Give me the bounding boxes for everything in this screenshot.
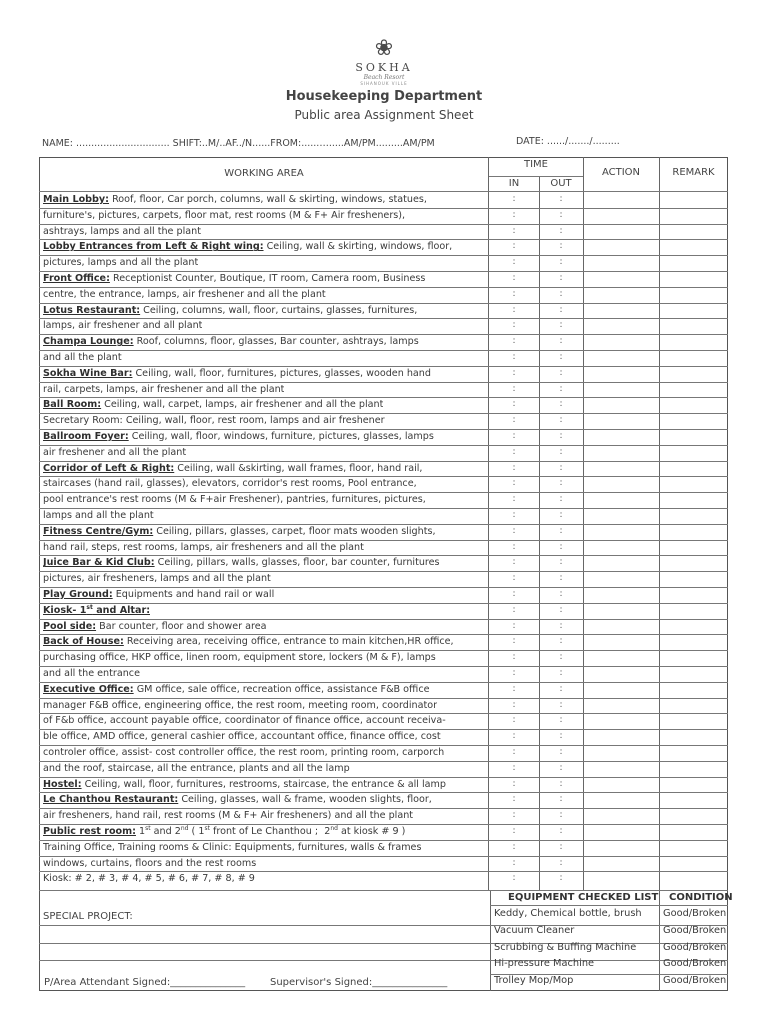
time-in-cell[interactable]: :: [512, 288, 516, 299]
time-in-cell[interactable]: :: [512, 778, 516, 789]
area-title: Ball Room:: [43, 399, 102, 411]
time-out-cell[interactable]: :: [559, 841, 563, 852]
name-shift-field[interactable]: NAME: ............................... SHIFT:..M/..AF../N......FROM:......….....AM/PM.........AM/PM: [42, 138, 435, 149]
time-out-cell[interactable]: :: [559, 241, 563, 252]
time-in-cell[interactable]: :: [512, 352, 516, 362]
table-row: [43, 540, 364, 556]
time-in-cell[interactable]: :: [512, 367, 516, 378]
time-out-cell[interactable]: :: [559, 336, 563, 347]
time-in-cell[interactable]: :: [512, 304, 516, 315]
time-in-cell[interactable]: :: [512, 873, 516, 884]
time-in-cell[interactable]: :: [512, 715, 516, 726]
area-title: Back of House:: [43, 636, 124, 648]
time-out-cell[interactable]: :: [559, 320, 563, 331]
area-title: Pool side:: [43, 620, 97, 632]
area-title: Executive Office:: [43, 683, 134, 695]
area-title: Champa Lounge:: [43, 336, 134, 348]
time-out-cell[interactable]: :: [559, 715, 563, 726]
area-tasks: air freshener and all the plant: [43, 446, 187, 458]
time-in-cell[interactable]: :: [512, 620, 516, 631]
time-in-cell[interactable]: :: [512, 857, 516, 868]
table-row: [43, 350, 122, 366]
time-in-cell[interactable]: :: [512, 399, 516, 410]
table-row: [43, 587, 274, 603]
attendant-signature[interactable]: P/Area Attendant Signed:_______________: [44, 977, 246, 988]
time-in-cell[interactable]: :: [512, 841, 516, 852]
time-out-cell[interactable]: :: [559, 399, 563, 410]
area-title: Lotus Restaurant:: [43, 304, 141, 316]
time-out-cell[interactable]: :: [559, 462, 563, 473]
time-in-cell[interactable]: :: [512, 209, 516, 220]
area-tasks: Secretary Room: Ceiling, wall, floor, rest room, lamps and air freshener: [43, 415, 385, 427]
time-in-cell[interactable]: :: [512, 636, 516, 647]
time-in-cell[interactable]: :: [512, 478, 516, 489]
action-header: ACTION: [601, 167, 641, 178]
sokha-logo: [0, 38, 768, 86]
time-out-cell[interactable]: :: [559, 257, 563, 268]
table-row: [43, 840, 421, 856]
row-divider: [39, 960, 728, 961]
row-divider: [39, 925, 728, 926]
table-row: [43, 303, 417, 319]
table-row: [43, 634, 454, 650]
time-out-cell[interactable]: :: [559, 304, 563, 315]
table-row: [43, 571, 271, 587]
condition-value[interactable]: Good/Broken: [663, 958, 727, 970]
table-row: [43, 255, 198, 271]
area-title: Kiosk- 1st and Altar:: [43, 603, 151, 616]
time-out-cell[interactable]: :: [559, 683, 563, 694]
time-out-header: OUT: [550, 178, 572, 189]
table-row: [43, 239, 452, 255]
time-out-cell[interactable]: :: [559, 668, 563, 678]
area-tasks: lamps, air freshener and all plant: [43, 320, 203, 332]
time-in-cell[interactable]: :: [512, 683, 516, 694]
time-out-cell[interactable]: :: [559, 778, 563, 789]
lotus-flower-icon: ❀: [374, 36, 394, 61]
area-tasks: purchasing office, HKP office, linen room, equipment store, lockers (M & F), lamps: [43, 652, 436, 664]
time-out-cell[interactable]: :: [559, 589, 563, 599]
date-field[interactable]: DATE: ....../......./.........: [516, 136, 620, 147]
time-in-cell[interactable]: :: [512, 589, 516, 599]
table-row: [43, 745, 444, 761]
area-tasks: Ceiling, wall, floor, windows, furniture, pictures, glasses, lamps: [128, 431, 434, 442]
area-tasks: pool entrance's rest rooms (M & F+air Freshener), pantries, furnitures, pictures,: [43, 494, 426, 506]
table-row: [43, 208, 405, 224]
time-in-cell[interactable]: :: [512, 762, 516, 773]
area-tasks: Training Office, Training rooms & Clinic: Equipments, furnitures, walls & frames: [43, 841, 422, 853]
time-out-cell[interactable]: :: [559, 415, 563, 426]
table-row: [43, 397, 383, 413]
time-out-cell[interactable]: :: [559, 510, 563, 520]
time-in-cell[interactable]: :: [512, 699, 516, 710]
area-tasks: Receiving area, receiving office, entrance to main kitchen,HR office,: [123, 636, 454, 648]
time-in-cell[interactable]: :: [512, 431, 516, 441]
area-title: Fitness Centre/Gym:: [43, 525, 154, 537]
time-out-cell[interactable]: :: [559, 525, 563, 536]
time-out-cell[interactable]: :: [559, 747, 563, 757]
area-tasks: GM office, sale office, recreation office, assistance F&B office: [133, 683, 430, 695]
table-row: [43, 524, 436, 540]
area-title: Lobby Entrances from Left & Right wing:: [43, 241, 264, 253]
area-tasks: Ceiling, wall &skirting, wall frames, floor, hand rail,: [174, 462, 423, 474]
area-tasks: Ceiling, wall, carpet, lamps, air freshener and all the plant: [101, 399, 384, 411]
equipment-item: Keddy, Chemical bottle, brush: [494, 908, 642, 919]
equipment-item: Hi-pressure Machine: [494, 958, 595, 970]
time-out-cell[interactable]: :: [559, 699, 563, 710]
condition-value[interactable]: Good/Broken: [663, 975, 727, 987]
time-out-cell[interactable]: :: [559, 573, 563, 584]
time-in-cell[interactable]: :: [512, 241, 516, 252]
area-tasks: and all the entrance: [43, 668, 140, 679]
area-tasks: pictures, air fresheners, lamps and all the plant: [43, 573, 271, 585]
table-row: [43, 729, 441, 745]
time-out-cell[interactable]: :: [559, 810, 563, 821]
time-in-header: IN: [508, 178, 520, 189]
row-divider: [39, 890, 728, 891]
time-in-cell[interactable]: :: [512, 320, 516, 331]
table-row: [43, 445, 186, 461]
time-in-cell[interactable]: :: [512, 273, 516, 283]
time-header: TIME: [523, 159, 548, 170]
special-project-label: SPECIAL PROJECT:: [43, 911, 133, 922]
table-row: [43, 413, 385, 429]
area-title: Main Lobby:: [43, 194, 110, 205]
table-row: [43, 318, 202, 334]
equipment-item: Vacuum Cleaner: [494, 924, 575, 936]
logo-brand: SOKHA: [355, 61, 413, 74]
area-tasks: Ceiling, glasses, wall & frame, wooden slights, floor,: [178, 794, 432, 806]
time-out-cell[interactable]: :: [559, 494, 563, 505]
condition-value[interactable]: Good/Broken: [663, 941, 727, 953]
area-tasks: Bar counter, floor and shower area: [96, 620, 267, 632]
area-tasks: Roof, floor, Car porch, columns, wall & skirting, windows, statues,: [109, 194, 427, 205]
time-in-cell[interactable]: :: [512, 336, 516, 347]
time-out-cell[interactable]: :: [559, 383, 563, 394]
table-row: [43, 192, 427, 208]
time-out-cell[interactable]: :: [559, 557, 563, 568]
area-tasks: of F&b office, account payable office, coordinator of finance office, account receiva-: [43, 715, 446, 727]
area-tasks: lamps and all the plant: [43, 510, 154, 521]
time-in-cell[interactable]: :: [512, 573, 516, 584]
time-in-cell[interactable]: :: [512, 747, 516, 757]
time-out-cell[interactable]: :: [559, 873, 563, 884]
table-row: [43, 871, 255, 887]
time-out-cell[interactable]: :: [559, 273, 563, 283]
area-title: Sokha Wine Bar:: [43, 367, 133, 379]
area-title: Corridor of Left & Right:: [43, 462, 175, 474]
table-row: [43, 856, 256, 872]
time-in-cell[interactable]: :: [512, 557, 516, 568]
table-row: [43, 382, 284, 398]
table-row: [43, 619, 267, 635]
area-tasks: rail, carpets, lamps, air freshener and all the plant: [43, 383, 285, 395]
time-out-cell[interactable]: :: [559, 731, 563, 742]
area-title: Public rest room:: [43, 826, 136, 837]
area-tasks: Ceiling, wall, floor, furnitures, pictures, glasses, wooden hand: [132, 367, 431, 379]
time-out-cell[interactable]: :: [559, 541, 563, 552]
time-in-cell[interactable]: :: [512, 604, 516, 615]
equipment-list-header: EQUIPMENT CHECKED LIST: [508, 892, 659, 903]
time-in-cell[interactable]: :: [512, 510, 516, 520]
area-tasks: centre, the entrance, lamps, air freshener and all the plant: [43, 288, 326, 300]
area-tasks: Ceiling, pillars, walls, glasses, floor, bar counter, furnitures: [154, 557, 440, 569]
area-tasks: Receptionist Counter, Boutique, IT room, Camera room, Business: [109, 273, 426, 284]
table-row: [43, 287, 326, 303]
table-row: [43, 429, 434, 445]
time-in-cell[interactable]: :: [512, 810, 516, 821]
time-out-cell[interactable]: :: [559, 431, 563, 441]
department-title: Housekeeping Department: [285, 89, 483, 104]
time-in-cell[interactable]: :: [512, 794, 516, 805]
table-row: [43, 603, 150, 619]
table-row: [43, 224, 201, 240]
table-row: [43, 508, 154, 524]
time-in-cell[interactable]: :: [512, 731, 516, 742]
time-in-cell[interactable]: :: [512, 225, 516, 236]
area-tasks: Ceiling, pillars, glasses, carpet, floor mats wooden slights,: [153, 525, 436, 537]
time-in-cell[interactable]: :: [512, 383, 516, 394]
area-tasks: controler office, assist- cost controller office, the rest room, printing room, carporch: [43, 747, 445, 758]
supervisor-signature[interactable]: Supervisor's Signed:_______________: [270, 977, 448, 988]
equipment-item: Trolley Mop/Mop: [494, 975, 574, 987]
time-in-cell[interactable]: :: [512, 525, 516, 536]
time-out-cell[interactable]: :: [559, 209, 563, 220]
table-row: [43, 792, 432, 808]
area-tasks: Equipments and hand rail or wall: [112, 589, 275, 600]
condition-value[interactable]: Good/Broken: [663, 924, 727, 936]
table-row: [43, 366, 431, 382]
area-tasks: Ceiling, wall & skirting, windows, floor,: [263, 241, 453, 253]
area-title: Ballroom Foyer:: [43, 431, 129, 442]
area-title: Hostel:: [43, 778, 82, 790]
row-divider: [490, 905, 728, 906]
table-row: [43, 682, 430, 698]
time-out-cell[interactable]: :: [559, 794, 563, 805]
logo-location: SIHANOUK VILLE: [360, 81, 408, 86]
time-in-cell[interactable]: :: [512, 541, 516, 552]
area-tasks: air fresheners, hand rail, rest rooms (M & F+ Air fresheners) and all the plant: [43, 810, 414, 822]
time-out-cell[interactable]: :: [559, 478, 563, 489]
time-out-cell[interactable]: :: [559, 446, 563, 457]
area-tasks: Kiosk: # 2, # 3, # 4, # 5, # 6, # 7, # 8, # 9: [43, 873, 255, 885]
table-row: [43, 271, 425, 287]
equipment-item: Scrubbing & Buffing Machine: [494, 941, 637, 953]
sheet-title: Public area Assignment Sheet: [294, 108, 474, 122]
time-in-cell[interactable]: :: [512, 446, 516, 457]
time-out-cell[interactable]: :: [559, 367, 563, 378]
area-tasks: and the roof, staircase, all the entrance, plants and all the lamp: [43, 762, 350, 774]
working-area-header: WORKING AREA: [224, 168, 304, 179]
table-row: [43, 461, 422, 477]
table-row: [43, 334, 419, 350]
area-tasks: pictures, lamps and all the plant: [43, 257, 199, 269]
time-in-cell[interactable]: :: [512, 652, 516, 663]
area-tasks: hand rail, steps, rest rooms, lamps, air fresheners and all the plant: [43, 541, 364, 553]
time-in-cell[interactable]: :: [512, 826, 516, 836]
area-tasks: Roof, columns, floor, glasses, Bar counter, ashtrays, lamps: [133, 336, 419, 348]
time-in-cell[interactable]: :: [512, 194, 516, 204]
time-in-cell[interactable]: :: [512, 668, 516, 678]
table-row: [43, 777, 446, 793]
time-out-cell[interactable]: :: [559, 857, 563, 868]
time-out-cell[interactable]: :: [559, 352, 563, 362]
area-title: Play Ground:: [43, 589, 113, 600]
area-tasks: 1st and 2nd ( 1st front of Le Chanthou ; 2nd at kiosk # 9 ): [135, 824, 406, 837]
time-out-cell[interactable]: :: [559, 604, 563, 615]
table-row: [43, 492, 426, 508]
area-title: Le Chanthou Restaurant:: [43, 794, 179, 806]
area-tasks: ble office, AMD office, general cashier office, accountant office, finance office, cost: [43, 731, 441, 743]
table-row: [43, 650, 436, 666]
time-in-cell[interactable]: :: [512, 415, 516, 426]
area-tasks: staircases (hand rail, glasses), elevators, corridor's rest rooms, Pool entrance,: [43, 478, 417, 490]
row-divider: [489, 176, 583, 177]
table-row: [43, 761, 350, 777]
area-tasks: furniture's, pictures, carpets, floor mat, rest rooms (M & F+ Air fresheners),: [43, 209, 406, 221]
table-row: [43, 808, 413, 824]
time-out-cell[interactable]: :: [559, 652, 563, 663]
area-tasks: ashtrays, lamps and all the plant: [43, 225, 201, 237]
column-divider: [539, 176, 540, 890]
area-tasks: manager F&B office, engineering office, the rest room, meeting room, coordinator: [43, 699, 438, 711]
table-row: [43, 666, 140, 682]
table-row: [43, 824, 405, 840]
time-out-cell[interactable]: :: [559, 636, 563, 647]
condition-value[interactable]: Good/Broken: [663, 908, 727, 919]
table-row: [43, 713, 446, 729]
time-in-cell[interactable]: :: [512, 494, 516, 505]
time-in-cell[interactable]: :: [512, 257, 516, 268]
column-divider: [659, 157, 660, 991]
area-title: Front Office:: [43, 273, 110, 284]
logo-tagline: Beach Resort: [363, 74, 405, 81]
table-row: [43, 555, 440, 571]
time-in-cell[interactable]: :: [512, 462, 516, 473]
time-out-cell[interactable]: :: [559, 762, 563, 773]
area-title: Juice Bar & Kid Club:: [43, 557, 155, 569]
condition-header: CONDITION: [669, 892, 733, 903]
time-out-cell[interactable]: :: [559, 288, 563, 299]
time-out-cell[interactable]: :: [559, 620, 563, 631]
table-row: [43, 698, 437, 714]
remark-header: REMARK: [672, 167, 715, 178]
area-tasks: and all the plant: [43, 352, 122, 363]
time-out-cell[interactable]: :: [559, 194, 563, 204]
area-tasks: Ceiling, columns, wall, floor, curtains, glasses, furnitures,: [140, 304, 418, 316]
time-out-cell[interactable]: :: [559, 225, 563, 236]
area-tasks: windows, curtains, floors and the rest rooms: [43, 857, 257, 869]
time-out-cell[interactable]: :: [559, 826, 563, 836]
area-tasks: Ceiling, wall, floor, furnitures, restrooms, staircase, the entrance & all lamp: [81, 778, 446, 790]
table-row: [43, 476, 417, 492]
